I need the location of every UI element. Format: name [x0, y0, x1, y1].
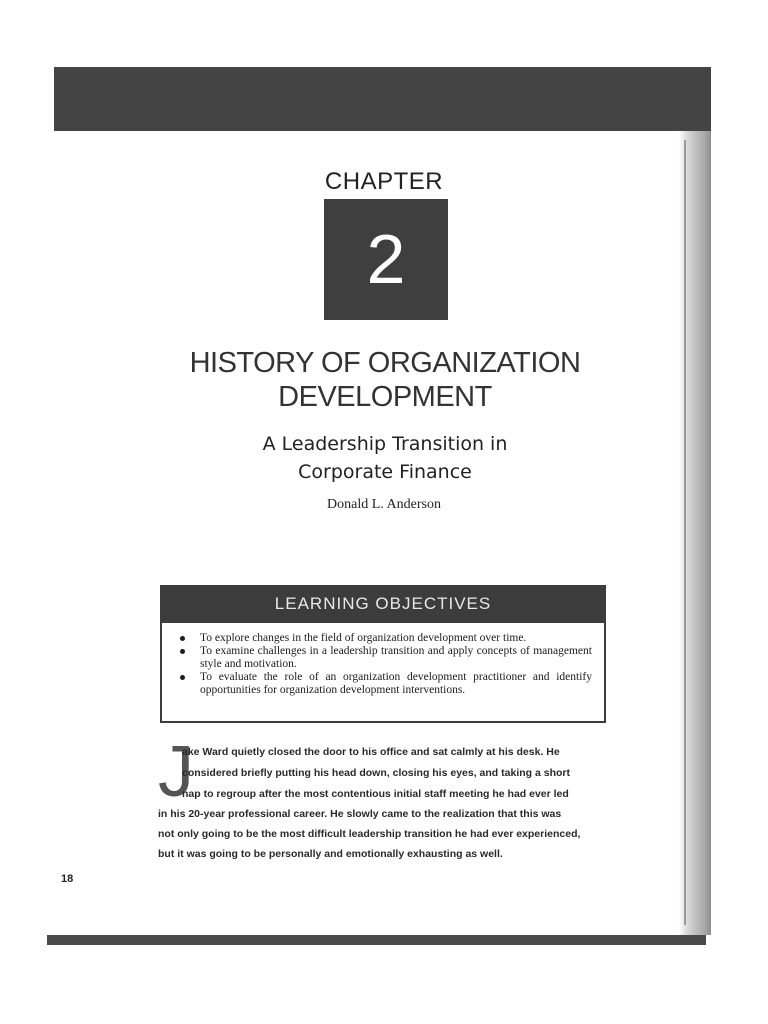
bullet-icon — [180, 636, 185, 641]
learning-objectives-title: LEARNING OBJECTIVES — [274, 594, 492, 613]
chapter-label: CHAPTER — [324, 168, 444, 195]
chapter-subtitle-line: A Leadership Transition in — [262, 433, 508, 455]
chapter-number-box — [324, 199, 448, 320]
learning-objective-text: To explore changes in the field of organization development over time. — [200, 632, 527, 644]
learning-objective-text: To evaluate the role of an organization development practitioner and identify opportunities for organization development interventions. — [200, 671, 592, 696]
chapter-number: 2 — [366, 220, 406, 298]
chapter-subtitle-line: Corporate Finance — [298, 461, 472, 483]
learning-objective-item — [176, 671, 592, 697]
chapter-title-line: HISTORY OF ORGANIZATION — [189, 347, 581, 379]
drop-cap: J — [158, 732, 194, 812]
learning-objectives-box — [160, 585, 606, 723]
chapter-title-line: DEVELOPMENT — [278, 381, 492, 413]
body-line: but it was going to be personally and emotionally exhausting as well. — [158, 848, 503, 860]
bottom-dark-band — [47, 935, 706, 945]
chapter-title — [150, 346, 620, 414]
page-number: 18 — [61, 873, 74, 885]
learning-objective-text: To examine challenges in a leadership transition and apply concepts of management style and motivation. — [200, 645, 592, 670]
learning-objectives-header — [162, 587, 604, 623]
learning-objective-item — [176, 645, 592, 671]
learning-objective-item — [176, 632, 592, 645]
page-edge-line — [684, 140, 686, 925]
bullet-icon — [180, 649, 185, 654]
body-line: considered briefly putting his head down, closing his eyes, and taking a short — [182, 767, 570, 779]
chapter-author: Donald L. Anderson — [327, 497, 441, 512]
chapter-subtitle — [200, 430, 570, 486]
body-line: not only going to be the most difficult leadership transition he had ever experienced, — [158, 828, 581, 840]
bullet-icon — [180, 675, 185, 680]
body-line: ake Ward quietly closed the door to his office and sat calmly at his desk. He — [182, 746, 560, 758]
learning-objectives-list — [176, 632, 592, 697]
body-line: nap to regroup after the most contentious initial staff meeting he had ever led — [182, 788, 569, 800]
top-dark-band — [54, 67, 711, 131]
body-line: in his 20-year professional career. He slowly came to the realization that this was — [158, 808, 562, 820]
